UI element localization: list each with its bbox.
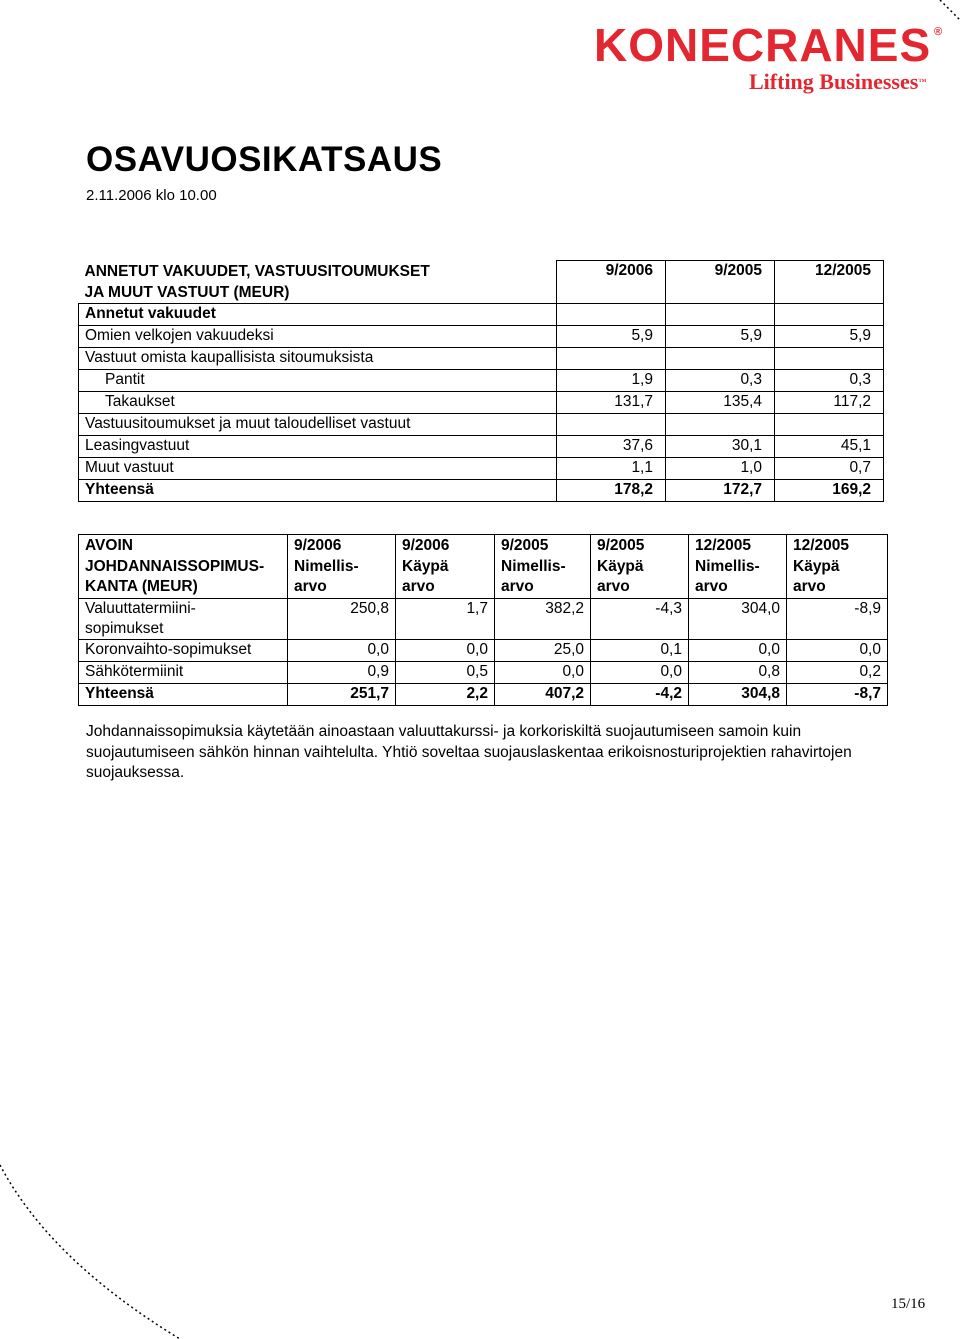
cell-value: 0,0 [495,661,591,683]
cell-value: -8,7 [787,683,888,705]
cell-value: 30,1 [666,435,775,457]
page-title: OSAVUOSIKATSAUS [86,140,443,179]
logo-tagline-text: Lifting Businesses [749,69,919,94]
cell-value [557,413,666,435]
row-label-line: Valuuttatermiini- [85,599,196,617]
cell-value: 0,3 [666,369,775,391]
logo-trademark: ™ [918,77,927,86]
cell-value: 25,0 [495,639,591,661]
table-row [79,435,884,457]
cell-value: 37,6 [557,435,666,457]
row-label: Pantit [79,369,557,391]
cell-value: 117,2 [775,391,884,413]
column-header-line: arvo [597,578,630,595]
table-title [79,535,288,599]
cell-value: 2,2 [396,683,495,705]
column-header-line: 12/2005 [695,537,752,554]
cell-value: 407,2 [495,683,591,705]
cell-value: 45,1 [775,435,884,457]
table-row [79,661,888,683]
column-header [495,535,591,599]
table-row [79,457,884,479]
column-header: 9/2006 [557,261,666,304]
cell-value [557,303,666,325]
column-header-line: arvo [294,578,327,595]
column-header [689,535,787,599]
table-row [79,347,884,369]
cell-value: 172,7 [666,479,775,501]
cell-value: 169,2 [775,479,884,501]
table-row [79,369,884,391]
guarantees-table [78,260,884,502]
cell-value: 0,0 [288,639,396,661]
column-header [288,535,396,599]
column-header [787,535,888,599]
cell-value: 0,3 [775,369,884,391]
row-label: Yhteensä [79,683,288,705]
column-header-line: Nimellis- [501,557,566,575]
column-header: 12/2005 [775,261,884,304]
table-row [79,639,888,661]
row-label: Koronvaihto-sopimukset [79,639,288,661]
row-label-line: sopimukset [85,619,164,637]
table-header-row [79,261,884,304]
table-total-row [79,479,884,501]
cell-value [557,347,666,369]
logo-tagline [749,70,926,94]
row-label: Vastuusitoumukset ja muut taloudelliset vastuut [79,413,557,435]
cell-value [775,347,884,369]
cell-value: 0,9 [288,661,396,683]
cell-value: -8,9 [787,598,888,639]
column-header-line: 12/2005 [793,537,850,554]
cell-value [775,303,884,325]
column-header-line: 9/2005 [501,537,549,554]
cell-value: 0,0 [591,661,689,683]
row-label: Leasingvastuut [79,435,557,457]
column-header-line: Käypä [793,557,840,575]
column-header-line: arvo [402,578,435,595]
cell-value: 304,8 [689,683,787,705]
cell-value: 0,0 [787,639,888,661]
cell-value [666,303,775,325]
column-header-line: 9/2005 [597,537,645,554]
row-label: Vastuut omista kaupallisista sitoumuksista [79,347,557,369]
column-header [591,535,689,599]
column-header-line: Nimellis- [294,557,359,575]
column-header: 9/2005 [666,261,775,304]
table-total-row [79,683,888,705]
cell-value: 1,0 [666,457,775,479]
cell-value: 5,9 [775,325,884,347]
logo-registered-mark: ® [934,26,943,38]
table-row [79,413,884,435]
column-header-line: Käypä [402,557,449,575]
cell-value: 5,9 [557,325,666,347]
cell-value [666,413,775,435]
row-label [79,598,288,639]
table-row [79,325,884,347]
table-row [79,391,884,413]
column-header-line: arvo [695,578,728,595]
cell-value: 5,9 [666,325,775,347]
table-header-row [79,535,888,599]
table-title-line1: ANNETUT VAKUUDET, VASTUUSITOUMUKSET [84,262,430,280]
konecranes-logo [594,19,944,94]
column-header-line: 9/2006 [294,537,342,554]
cell-value: 0,1 [591,639,689,661]
table-title-line: JOHDANNAISSOPIMUS- [85,557,265,575]
cell-value [666,347,775,369]
column-header-line: arvo [793,578,826,595]
cell-value: 0,0 [689,639,787,661]
table-row [79,598,888,639]
cell-value [775,413,884,435]
cell-value: 0,0 [396,639,495,661]
cell-value: 0,5 [396,661,495,683]
derivatives-table [78,534,888,706]
cell-value: 304,0 [689,598,787,639]
table-title-line: KANTA (MEUR) [85,578,198,595]
row-label: Sähkötermiinit [79,661,288,683]
cell-value: 0,2 [787,661,888,683]
cell-value: 250,8 [288,598,396,639]
column-header-line: arvo [501,578,534,595]
cell-value: -4,2 [591,683,689,705]
column-header [396,535,495,599]
cell-value: 1,9 [557,369,666,391]
derivatives-note: Johdannaissopimuksia käytetään ainoastaan valuuttakurssi- ja korkoriskiltä suojautumiseen samoin kuin suojautumiseen sähkön hinnan vaihtelulta. Yhtiö soveltaa suojauslaskentaa erikoisnosturiprojektien rahavirtojen suojauksessa. [86,723,852,781]
row-label: Annetut vakuudet [79,303,557,325]
column-header-line: Nimellis- [695,557,760,575]
column-header-line: Käypä [597,557,644,575]
cell-value: 0,7 [775,457,884,479]
column-header-line: 9/2006 [402,537,450,554]
release-date: 2.11.2006 klo 10.00 [86,187,217,204]
row-label: Yhteensä [79,479,557,501]
row-label: Omien velkojen vakuudeksi [79,325,557,347]
cell-value: 1,7 [396,598,495,639]
cell-value: 131,7 [557,391,666,413]
cell-value: 0,8 [689,661,787,683]
row-label: Takaukset [79,391,557,413]
table-row [79,303,884,325]
cell-value: -4,3 [591,598,689,639]
table-title-line: AVOIN [85,537,133,554]
cell-value: 178,2 [557,479,666,501]
cell-value: 135,4 [666,391,775,413]
table-title [79,261,557,304]
cell-value: 382,2 [495,598,591,639]
logo-brand: KONECRANES [594,19,932,71]
row-label: Muut vastuut [79,457,557,479]
table-title-line2: JA MUUT VASTUUT (MEUR) [84,283,290,301]
page-number: 15/16 [891,1296,926,1312]
cell-value: 1,1 [557,457,666,479]
cell-value: 251,7 [288,683,396,705]
